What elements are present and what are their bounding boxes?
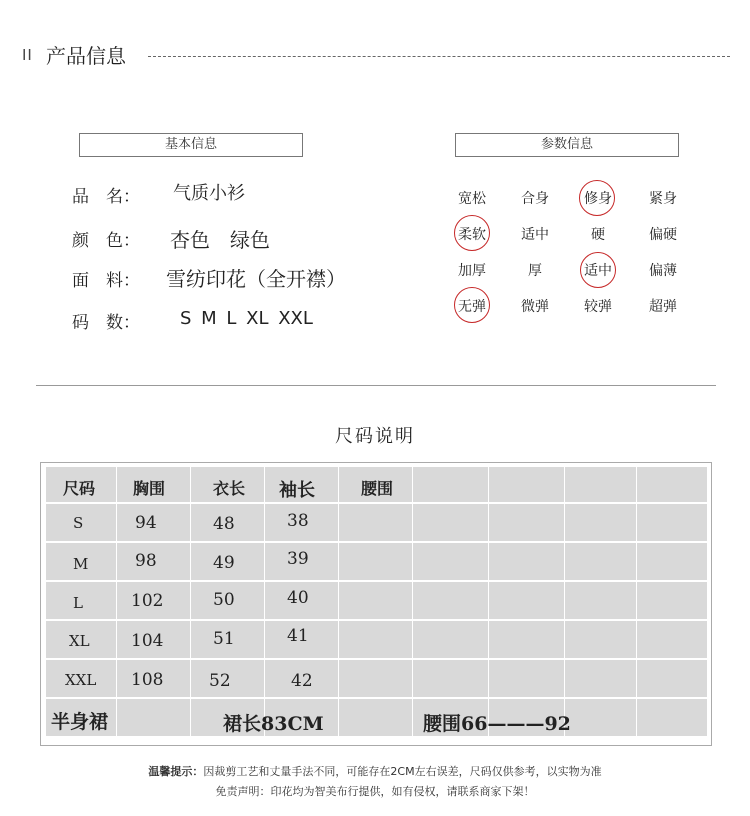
table-cell: [339, 543, 412, 580]
skirt-length: 裙长83CM: [223, 713, 324, 735]
param-stretch-more: 较弹: [584, 299, 612, 315]
table-cell: [339, 660, 412, 697]
param-thick-thin: 偏薄: [649, 263, 677, 279]
table-cell: [637, 582, 707, 619]
param-fit-tight: 紧身: [649, 191, 677, 207]
param-stretch-none: 无弹: [458, 299, 486, 315]
row-sleeve: 42: [291, 671, 313, 691]
skirt-label: 半身裙: [51, 711, 109, 733]
table-cell: [565, 467, 636, 502]
table-cell: [489, 621, 564, 658]
table-cell: [565, 582, 636, 619]
note-line-1: [0, 762, 750, 782]
table-cell: [117, 699, 190, 736]
name-value: 气质小衫: [173, 183, 245, 204]
row-size: L: [73, 594, 83, 612]
row-size: XL: [69, 632, 90, 650]
param-hand-harder: 偏硬: [649, 227, 677, 243]
row-chest: 104: [131, 631, 164, 651]
row-chest: 108: [131, 670, 164, 690]
row-size: M: [73, 555, 89, 573]
table-cell: [637, 504, 707, 541]
table-cell: [637, 467, 707, 502]
table-cell: [565, 621, 636, 658]
page-title: 产品信息: [46, 44, 126, 68]
table-cell: [637, 699, 707, 736]
table-cell: [489, 582, 564, 619]
header-size: 尺码: [63, 479, 96, 498]
color-label: 颜 色：: [72, 231, 140, 251]
skirt-waist: 腰围66———92: [423, 713, 571, 735]
param-fit-slim: 修身: [584, 191, 612, 207]
header-waist: 腰围: [361, 479, 394, 498]
note-line-2: 免责声明：印花均为智美布行提供，如有侵权，请联系商家下架！: [215, 785, 535, 798]
header-chest: 胸围: [133, 479, 166, 498]
table-cell: [413, 467, 488, 502]
table-cell: [637, 660, 707, 697]
row-length: 52: [209, 671, 231, 691]
size-chart-title: 尺码说明: [335, 426, 415, 447]
param-thick-medium: 适中: [584, 263, 612, 279]
table-cell: [413, 621, 488, 658]
sizes-value: S M L XL XXL: [180, 308, 313, 329]
fabric-value: 雪纺印花（全开襟）: [166, 267, 346, 291]
row-chest: 102: [131, 591, 164, 611]
fabric-label: 面 料：: [72, 271, 140, 291]
table-cell: [489, 660, 564, 697]
table-cell: [565, 543, 636, 580]
table-cell: [339, 504, 412, 541]
color-value: 杏色 绿色: [170, 228, 270, 252]
row-length: 50: [213, 590, 235, 610]
table-cell: [565, 660, 636, 697]
note-text: 因裁剪工艺和丈量手法不同，可能存在2CM左右误差，尺码仅供参考，以实物为准: [203, 765, 602, 778]
table-cell: [339, 621, 412, 658]
note-prefix: 温馨提示：: [148, 765, 204, 778]
table-cell: [339, 582, 412, 619]
basic-info-label: 基本信息: [79, 133, 303, 157]
table-cell: [413, 660, 488, 697]
row-sleeve: 41: [287, 626, 309, 646]
section-marker: II: [22, 46, 33, 64]
row-length: 51: [213, 629, 235, 649]
row-chest: 98: [135, 551, 157, 571]
table-cell: [637, 543, 707, 580]
table-cell: [565, 504, 636, 541]
header-divider: [148, 56, 730, 57]
row-size: XXL: [65, 671, 97, 689]
row-length: 49: [213, 553, 235, 573]
table-cell: [489, 467, 564, 502]
param-info-label: 参数信息: [455, 133, 679, 157]
param-fit-loose: 宽松: [458, 191, 486, 207]
sizes-label: 码 数：: [72, 313, 140, 333]
table-cell: [489, 543, 564, 580]
row-sleeve: 39: [287, 549, 309, 569]
table-cell: [413, 543, 488, 580]
param-hand-soft: 柔软: [458, 227, 486, 243]
param-thick-thick: 厚: [528, 263, 542, 279]
table-cell: [413, 582, 488, 619]
param-fit-regular: 合身: [521, 191, 549, 207]
header-sleeve: 袖长: [279, 480, 315, 501]
header-length: 衣长: [213, 479, 246, 498]
table-cell: [339, 699, 412, 736]
row-size: S: [73, 514, 84, 532]
table-cell: [489, 504, 564, 541]
param-stretch-slight: 微弹: [521, 299, 549, 315]
table-cell: [637, 621, 707, 658]
param-stretch-super: 超弹: [649, 299, 677, 315]
row-sleeve: 40: [287, 588, 309, 608]
table-cell: [413, 504, 488, 541]
size-table: [40, 462, 712, 746]
name-label: 品 名：: [72, 187, 140, 207]
section-divider: [36, 385, 716, 386]
row-length: 48: [213, 514, 235, 534]
row-sleeve: 38: [287, 511, 309, 531]
param-hand-medium: 适中: [521, 227, 549, 243]
param-thick-extra: 加厚: [458, 263, 486, 279]
row-chest: 94: [135, 513, 157, 533]
table-cell: [565, 699, 636, 736]
param-hand-hard: 硬: [591, 227, 605, 243]
